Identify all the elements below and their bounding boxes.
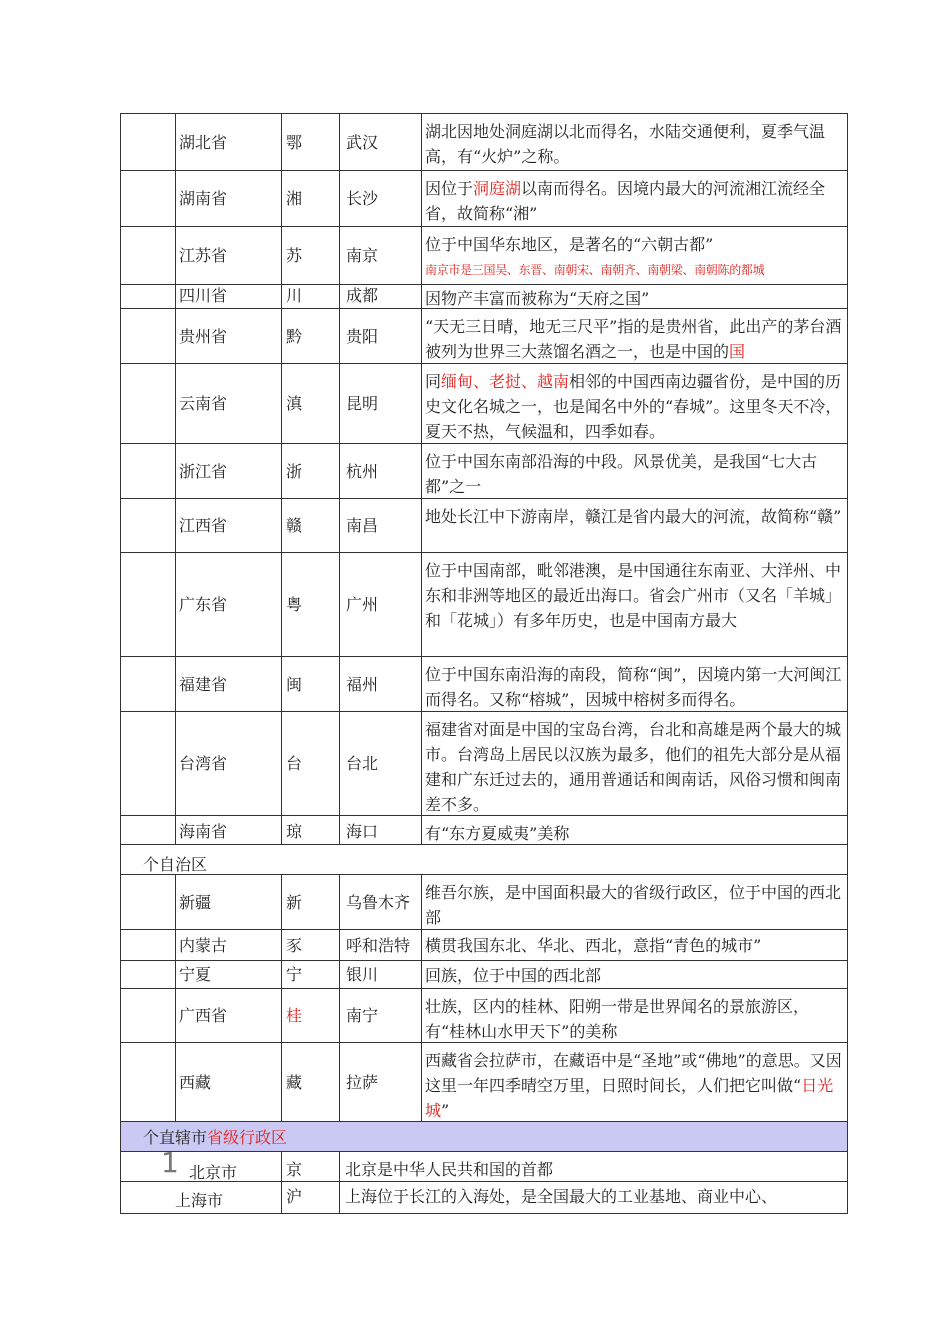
highlight-text: 洞庭湖	[473, 179, 522, 198]
province-abbr: 闽	[286, 674, 303, 694]
province-name: 福建省	[179, 674, 228, 694]
province-name: 海南省	[179, 822, 228, 841]
table-row	[121, 988, 847, 1042]
table-row	[121, 308, 847, 363]
municipality-abbr: 沪	[286, 1187, 303, 1206]
table-row	[121, 929, 847, 960]
table-row	[121, 552, 847, 656]
province-desc: 同缅甸、老挝、越南相邻的中国西南边疆省份，是中国的历史文化名城之一，也是闻名中外的“春城”。这里冬天不冷，夏天不热，气候温和，四季如春。	[425, 372, 842, 441]
region-abbr: 藏	[286, 1072, 303, 1092]
municipality-desc: 北京是中华人民共和国的首都	[345, 1160, 554, 1179]
province-capital: 南昌	[346, 516, 379, 535]
province-name: 湖北省	[179, 132, 228, 152]
region-name: 宁夏	[179, 965, 212, 984]
municipality-abbr: 京	[286, 1160, 303, 1179]
table-row	[121, 284, 847, 308]
province-name: 贵州省	[179, 326, 228, 346]
province-desc: 位于中国东南沿海的南段，简称“闽”，因境内第一大河闽江而得名。又称“榕城”，因城中榕树多而得名。	[425, 665, 842, 709]
province-desc: 因位于洞庭湖以南而得名。因境内最大的河流湘江流经全省，故简称“湘”	[425, 179, 826, 223]
province-desc: 湖北因地处洞庭湖以北而得名，水陆交通便利，夏季气温高，有“火炉”之称。	[425, 122, 826, 166]
municipality-name: 上海市	[175, 1191, 224, 1210]
region-name: 内蒙古	[179, 935, 228, 955]
region-capital: 乌鲁木齐	[346, 892, 411, 912]
region-abbr: 豕	[286, 935, 303, 955]
province-capital: 台北	[346, 754, 379, 773]
province-desc: 位于中国东南部沿海的中段。风景优美，是我国“七大古都”之一	[425, 452, 818, 496]
province-abbr: 滇	[286, 394, 303, 413]
province-capital: 成都	[346, 286, 379, 305]
province-name: 台湾省	[179, 754, 228, 773]
province-abbr: 赣	[286, 516, 303, 535]
table-row	[121, 363, 847, 443]
province-abbr: 粤	[286, 595, 303, 614]
province-abbr: 台	[286, 754, 303, 773]
region-name: 新疆	[179, 892, 212, 912]
province-name: 浙江省	[179, 461, 228, 481]
region-capital: 银川	[346, 965, 379, 984]
province-abbr: 琼	[286, 822, 303, 841]
table-row	[121, 711, 847, 815]
province-abbr: 鄂	[286, 132, 303, 152]
province-capital: 长沙	[346, 189, 379, 208]
table-row	[121, 1042, 847, 1121]
region-desc: 横贯我国东北、华北、西北，意指“青色的城市”	[425, 936, 762, 955]
table-row	[121, 113, 847, 170]
highlight-text: 缅甸、老挝、越南	[441, 372, 570, 391]
table-row	[121, 1181, 847, 1213]
highlight-text: 日光城	[425, 1076, 834, 1120]
region-desc: 维吾尔族，是中国面积最大的省级行政区，位于中国的西北部	[425, 883, 842, 927]
table-row	[121, 874, 847, 929]
section-header-municipality: 个直辖市 省级行政区	[121, 1121, 847, 1151]
province-name: 云南省	[179, 394, 228, 413]
region-name: 西藏	[179, 1072, 212, 1092]
region-desc: 回族，位于中国的西北部	[425, 966, 602, 985]
table-row	[121, 443, 847, 498]
province-capital: 昆明	[346, 394, 379, 413]
province-capital: 广州	[346, 595, 379, 614]
province-capital: 武汉	[346, 132, 379, 152]
section-header-autonomous: 个自治区	[121, 844, 847, 874]
province-abbr: 浙	[286, 461, 303, 481]
province-table	[120, 113, 848, 1214]
highlight-text: 国	[729, 342, 746, 361]
table-row	[121, 1146, 847, 1182]
municipality-name: 北京市	[189, 1163, 238, 1182]
province-desc: 因物产丰富而被称为“天府之国”	[425, 289, 650, 308]
table-row	[121, 815, 847, 844]
province-capital: 福州	[346, 674, 379, 694]
province-name: 湖南省	[179, 189, 228, 208]
nanjing-note: 南京市是三国吴、东晋、南朝宋、南朝齐、南朝梁、南朝陈的都城	[425, 263, 765, 277]
province-abbr: 苏	[286, 246, 303, 265]
region-name: 广西省	[179, 1006, 228, 1025]
table-row	[121, 170, 847, 226]
municipality-desc: 上海位于长江的入海处，是全国最大的工业基地、商业中心、	[345, 1187, 778, 1206]
region-capital: 南宁	[346, 1006, 379, 1025]
region-abbr: 宁	[286, 965, 303, 984]
table-row	[121, 656, 847, 711]
region-desc: 西藏省会拉萨市，在藏语中是“圣地”或“佛地”的意思。又因这里一年四季晴空万里，日照时间长，人们把它叫做“日光城”	[425, 1051, 842, 1120]
province-desc: “天无三日晴，地无三尺平”指的是贵州省，此出产的茅台酒被列为世界三大蒸馏名酒之一，也是中国的国	[425, 317, 842, 361]
province-capital: 海口	[346, 822, 379, 841]
province-capital: 南京	[346, 246, 379, 265]
region-capital: 呼和浩特	[346, 935, 411, 955]
province-desc: 位于中国华东地区，是著名的“六朝古都” 南京市是三国吴、东晋、南朝宋、南朝齐、南朝梁、南朝陈的都城	[425, 227, 843, 284]
province-name: 广东省	[179, 595, 228, 614]
table-row	[121, 226, 847, 284]
page-number: 1	[161, 1146, 179, 1179]
province-name: 四川省	[179, 286, 228, 305]
highlight-text: 省级行政区	[207, 1128, 288, 1147]
province-desc: 福建省对面是中国的宝岛台湾，台北和高雄是两个最大的城市。台湾岛上居民以汉族为最多，他们的祖先大部分是从福建和广东迁过去的，通用普通话和闽南话，风俗习惯和闽南差不多。	[425, 720, 842, 814]
province-abbr: 川	[286, 286, 303, 305]
region-abbr: 桂	[286, 1006, 303, 1025]
region-desc: 壮族，区内的桂林、阳朔一带是世界闻名的景旅游区，有“桂林山水甲天下”的美称	[425, 997, 810, 1041]
province-capital: 贵阳	[346, 326, 379, 346]
province-name: 江苏省	[179, 246, 228, 265]
province-desc: 位于中国南部，毗邻港澳，是中国通往东南亚、大洋州、中东和非洲等地区的最近出海口。省会广州市（又名「羊城」和「花城」）有多年历史，也是中国南方最大	[425, 561, 842, 630]
table-row	[121, 960, 847, 988]
region-abbr: 新	[286, 892, 303, 912]
province-abbr: 湘	[286, 189, 303, 208]
table-row	[121, 498, 847, 552]
province-desc: 地处长江中下游南岸，赣江是省内最大的河流，故简称“赣”	[425, 507, 842, 526]
province-desc: 有“东方夏威夷”美称	[425, 824, 570, 843]
province-abbr: 黔	[286, 326, 303, 346]
province-capital: 杭州	[346, 461, 379, 481]
province-name: 江西省	[179, 516, 228, 535]
region-capital: 拉萨	[346, 1072, 379, 1092]
